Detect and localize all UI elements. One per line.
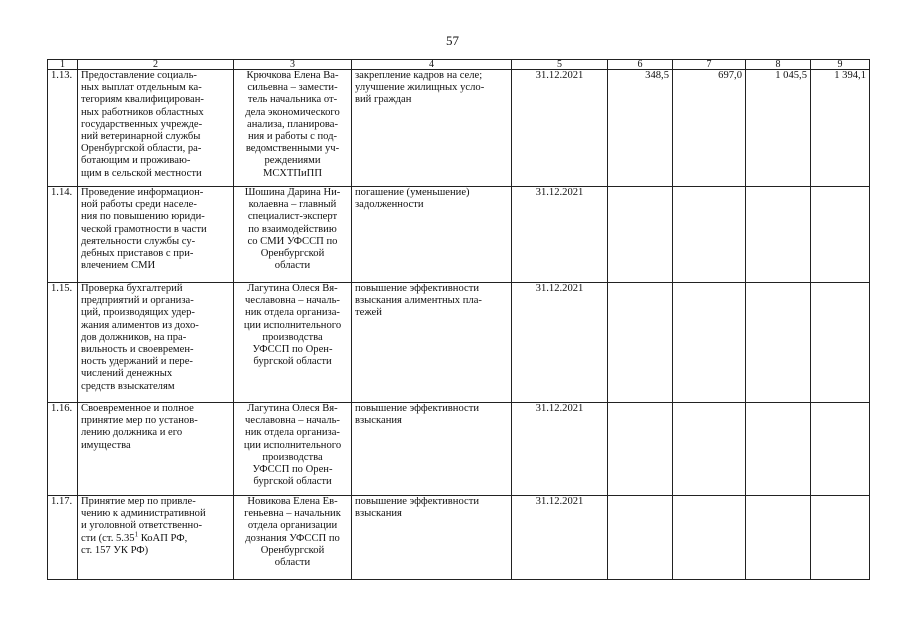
row-value-col8: 1 045,5	[746, 70, 811, 187]
table-row	[48, 496, 870, 580]
row-date: 31.12.2021	[512, 403, 608, 496]
column-header-4: 4	[352, 60, 512, 70]
column-header-6: 6	[608, 60, 673, 70]
row-value-col9	[811, 496, 870, 580]
row-value-col7: 697,0	[673, 70, 746, 187]
row-number: 1.14.	[48, 187, 78, 283]
row-description-text: Принятие мер по привле- чению к административной и уголовной ответственно- сти (ст. 5.35	[81, 496, 206, 544]
row-number: 1.16.	[48, 403, 78, 496]
row-result: повышение эффективности взыскания	[352, 496, 512, 580]
table-row	[48, 283, 870, 403]
row-number: 1.13.	[48, 70, 78, 187]
row-date: 31.12.2021	[512, 496, 608, 580]
row-value-col7	[673, 496, 746, 580]
row-result: погашение (уменьшение) задолженности	[352, 187, 512, 283]
column-header-3: 3	[234, 60, 352, 70]
column-header-7: 7	[673, 60, 746, 70]
row-value-col9	[811, 403, 870, 496]
row-value-col6	[608, 187, 673, 283]
column-header-1: 1	[48, 60, 78, 70]
row-date: 31.12.2021	[512, 187, 608, 283]
row-value-col8	[746, 283, 811, 403]
column-header-8: 8	[746, 60, 811, 70]
row-value-col7	[673, 403, 746, 496]
row-description: Предоставление социаль- ных выплат отдельным ка- тегориям квалифицирован- ных работников областных государственных учрежде- ний ветеринарной службы Оренбургской области, ра- ботающим и проживаю- щим в сельской местности	[78, 70, 234, 187]
row-value-col7	[673, 283, 746, 403]
table-row	[48, 187, 870, 283]
row-value-col6: 348,5	[608, 70, 673, 187]
row-value-col6	[608, 496, 673, 580]
row-date: 31.12.2021	[512, 70, 608, 187]
row-responsible: Новикова Елена Ев- геньевна – начальник отдела организации дознания УФССП по Оренбургской области	[234, 496, 352, 580]
row-value-col6	[608, 283, 673, 403]
row-value-col6	[608, 403, 673, 496]
row-value-col9	[811, 187, 870, 283]
row-number: 1.15.	[48, 283, 78, 403]
footnote-superscript: 1	[134, 530, 139, 539]
row-date: 31.12.2021	[512, 283, 608, 403]
column-header-2: 2	[78, 60, 234, 70]
row-description: Проведение информацион- ной работы среди населе- ния по повышению юриди- ческой грамотности в части деятельности службы су- дебных приставов с при- влечением СМИ	[78, 187, 234, 283]
row-description: Проверка бухгалтерий предприятий и организа- ций, производящих удер- жания алиментов из дохо- дов должников, на пра- вильность и своевремен- ность удержаний и пере- числений денежных средств взыскателям	[78, 283, 234, 403]
row-value-col9: 1 394,1	[811, 70, 870, 187]
row-value-col8	[746, 403, 811, 496]
table-row	[48, 403, 870, 496]
row-responsible: Шошина Дарина Ни- колаевна – главный специалист-эксперт по взаимодействию со СМИ УФССП по Оренбургской области	[234, 187, 352, 283]
row-value-col8	[746, 496, 811, 580]
plan-table	[47, 59, 870, 580]
row-number: 1.17.	[48, 496, 78, 580]
column-header-9: 9	[811, 60, 870, 70]
row-value-col8	[746, 187, 811, 283]
row-responsible: Крючкова Елена Ва- сильевна – замести- тель начальника от- дела экономического анализа, планирова- ния и работы с под- ведомственными уч- реждениями МСХТПиПП	[234, 70, 352, 187]
row-description: Своевременное и полное принятие мер по установ- лению должника и его имущества	[78, 403, 234, 496]
row-value-col7	[673, 187, 746, 283]
column-header-5: 5	[512, 60, 608, 70]
row-result: повышение эффективности взыскания алиментных пла- тежей	[352, 283, 512, 403]
table-row	[48, 70, 870, 187]
row-description	[78, 496, 234, 580]
row-value-col9	[811, 283, 870, 403]
row-description-tail: КоАП РФ, ст. 157 УК РФ)	[81, 532, 188, 556]
table-header-row	[48, 60, 870, 70]
row-result: повышение эффективности взыскания	[352, 403, 512, 496]
page-number: 57	[446, 33, 459, 48]
row-result: закрепление кадров на селе; улучшение жилищных усло- вий граждан	[352, 70, 512, 187]
row-responsible: Лагутина Олеся Вя- чеславовна – началь- ник отдела организа- ции исполнительного производства УФССП по Орен- бургской области	[234, 283, 352, 403]
row-responsible: Лагутина Олеся Вя- чеславовна – началь- ник отдела организа- ции исполнительного производства УФССП по Орен- бургской области	[234, 403, 352, 496]
